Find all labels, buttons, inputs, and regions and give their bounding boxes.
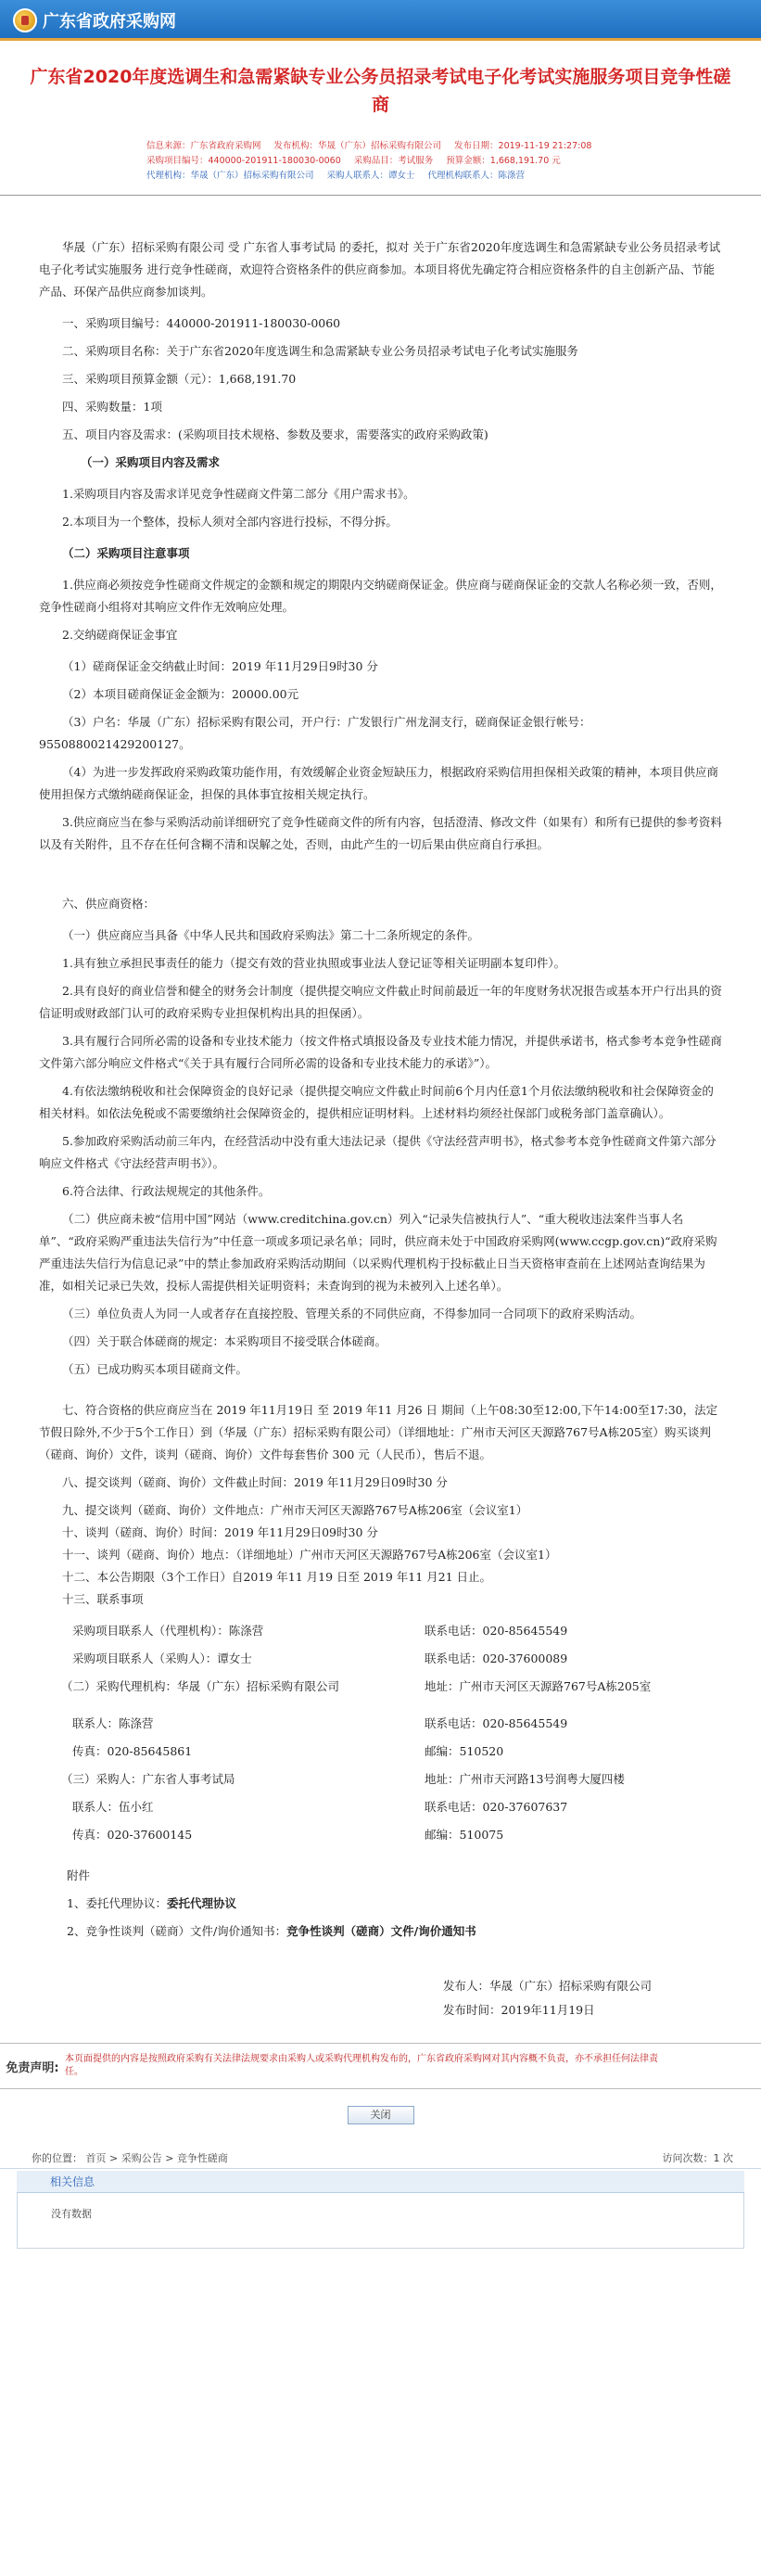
site-name: 广东省政府采购网 — [43, 12, 176, 32]
item-4: 四、采购数量：1项 — [62, 400, 162, 414]
contact-row — [39, 1620, 722, 1642]
attachment-link-2[interactable]: 竞争性谈判（磋商）文件/询价通知书 — [286, 1924, 476, 1938]
agency-name: （二）采购代理机构：华晟（广东）招标采购有限公司 — [61, 1679, 340, 1693]
site-logo[interactable] — [13, 7, 176, 33]
sec6-line-2: 1.具有独立承担民事责任的能力（提交有效的营业执照或事业法人登记证等相关证明副本复印件）。 — [62, 956, 566, 970]
attachment-item-1 — [39, 1893, 722, 1915]
meta-source: 信息来源：广东省政府采购网 — [146, 141, 261, 151]
location-bar — [0, 2147, 761, 2169]
item-11: 十一、谈判（磋商、询价）地点：（详细地址）广州市天河区天源路767号A栋206室（会议室1） — [62, 1548, 557, 1562]
buyer-fax: 传真：020-37600145 — [72, 1828, 193, 1842]
item-3: 三、采购项目预算金额（元）：1,668,191.70 — [62, 372, 297, 386]
meta-project-no: 采购项目编号：440000-201911-180030-0060 — [146, 156, 341, 166]
sec6-line-5: 4.有依法缴纳税收和社会保障资金的良好记录（提供提交响应文件截止时间前6个月内任意1个月依法缴纳税收和社会保障资金的相关材料。如依法免税或不需要缴纳社会保障资金的，提供相应证明材料。上述材料均须经社保部门或税务部门盖章确认）。 — [39, 1084, 714, 1120]
sec2-line-2: 2.交纳磋商保证金事宜 — [62, 628, 178, 642]
contact-row — [39, 1741, 722, 1763]
contact-row — [39, 1824, 722, 1846]
sec6-line-7: 6.符合法律、行政法规规定的其他条件。 — [62, 1184, 271, 1198]
contact-agency-phone: 联系电话：020-85645549 — [425, 1624, 568, 1638]
item-13: 十三、联系事项 — [62, 1592, 144, 1606]
sec2-line-1: 1.供应商必须按竞争性磋商文件规定的金额和规定的期限内交纳磋商保证金。供应商与磋商保证金的交款人名称必须一致，否则，竞争性磋商小组将对其响应文件作无效响应处理。 — [39, 578, 722, 614]
sec2-line-7: 3.供应商应当在参与采购活动前详细研究了竞争性磋商文件的所有内容，包括澄清、修改文件（如果有）和所有已提供的参考资料以及有关附件，且不存在任何含糊不清和误解之处，否则，由此产生的一切后果由供应商自行承担。 — [39, 815, 722, 851]
agency-fax: 传真：020-85645861 — [72, 1744, 193, 1758]
contact-row — [39, 1768, 722, 1791]
sec2-line-3: （1）磋商保证金交纳截止时间：2019 年11月29日9时30 分 — [62, 659, 378, 673]
attachment-prefix: 2、竞争性谈判（磋商）文件/询价通知书： — [67, 1924, 287, 1938]
section-2-title: （二）采购项目注意事项 — [62, 546, 190, 560]
item-1: 一、采购项目编号：440000-201911-180030-0060 — [62, 316, 341, 330]
contact-row — [39, 1713, 722, 1735]
visit-count: 访问次数：1 次 — [662, 2151, 733, 2164]
notice-body — [0, 196, 761, 2022]
contact-row — [39, 1676, 722, 1698]
notice-meta — [146, 139, 761, 184]
meta-category: 采购品目：考试服务 — [353, 156, 434, 166]
item-7: 七、符合资格的供应商应当在 2019 年11月19日 至 2019 年11 月26 日 期间（上午08:30至12:00,下午14:00至17:30，法定节假日除外,不少于5个工作日）到（华晟（广东）招标采购有限公司）（详细地址：广州市天河区天源路767号A栋205室）购买谈判（磋商、询价）文件，谈判（磋商、询价）文件每套售价 300 元（人民币），售后不退。 — [39, 1403, 718, 1461]
agency-address: 地址：广州市天河区天源路767号A栋205室 — [425, 1679, 652, 1693]
sec2-line-6: （4）为进一步发挥政府采购政策功能作用，有效缓解企业资金短缺压力，根据政府采购信用担保相关政策的精神，本项目供应商使用担保方式缴纳磋商保证金，担保的具体事宜按相关规定执行。 — [39, 765, 718, 801]
item-9: 九、提交谈判（磋商、询价）文件地点：广州市天河区天源路767号A栋206室（会议室1） — [62, 1503, 528, 1517]
related-info-header: 相关信息 — [17, 2171, 744, 2193]
related-empty-text: 没有数据 — [51, 2208, 92, 2220]
sec6-line-3: 2.具有良好的商业信誉和健全的财务会计制度（提供提交响应文件截止时间前最近一年的年度财务状况报告或基本开户行出具的资信证明或财政部门认可的政府采购专业担保机构出具的担保函）。 — [39, 984, 722, 1020]
attachment-prefix: 1、委托代理协议： — [67, 1896, 167, 1910]
breadcrumb[interactable]: 你的位置： 首页 > 采购公告 > 竞争性磋商 — [32, 2151, 228, 2164]
contact-row — [39, 1796, 722, 1818]
related-info-body — [17, 2193, 744, 2249]
top-banner — [0, 0, 761, 41]
buyer-zip: 邮编：510075 — [425, 1828, 504, 1842]
sec6-line-1: （一）供应商应当具备《中华人民共和国政府采购法》第二十二条所规定的条件。 — [62, 928, 480, 942]
sec6-line-11: （五）已成功购买本项目磋商文件。 — [62, 1362, 248, 1376]
sec6-line-4: 3.具有履行合同所必需的设备和专业技术能力（按文件格式填报设备及专业技术能力情况，并提供承诺书，格式参考本竞争性磋商文件第六部分响应文件格式“《关于具有履行合同所必需的设备和专业技术能力的承诺》”）。 — [39, 1034, 722, 1070]
sec6-line-9: （三）单位负责人为同一人或者存在直接控股、管理关系的不同供应商，不得参加同一合同项下的政府采购活动。 — [62, 1307, 642, 1320]
meta-publisher: 发布机构：华晟（广东）招标采购有限公司 — [273, 141, 442, 151]
item-5: 五、项目内容及需求：(采购项目技术规格、参数及要求，需要落实的政府采购政策) — [62, 427, 488, 441]
item-12: 十二、本公告期限（3个工作日）自2019 年11 月19 日至 2019 年11 月21 日止。 — [62, 1570, 492, 1584]
emblem-icon — [13, 8, 37, 32]
close-button[interactable]: 关闭 — [348, 2106, 414, 2124]
agency-zip: 邮编：510520 — [425, 1744, 504, 1758]
meta-agency-contact: 代理机构联系人：陈涤营 — [427, 171, 526, 181]
attachments-title: 附件 — [67, 1868, 91, 1882]
publish-date: 发布时间：2019年11月19日 — [443, 2003, 595, 2017]
contact-row — [39, 1648, 722, 1670]
sec1-line-1: 1.采购项目内容及需求详见竞争性磋商文件第二部分《用户需求书》。 — [62, 487, 415, 501]
meta-budget: 预算金额：1,668,191.70 元 — [446, 156, 561, 166]
sec6-line-6: 5.参加政府采购活动前三年内，在经营活动中没有重大违法记录（提供《守法经营声明书》，格式参考本竞争性磋商文件第六部分响应文件格式《守法经营声明书》）。 — [39, 1134, 717, 1170]
buyer-contact-person: 联系人：伍小红 — [72, 1800, 154, 1814]
contact-buyer-phone: 联系电话：020-37600089 — [425, 1651, 568, 1665]
buyer-address: 地址：广州市天河路13号润粤大厦四楼 — [425, 1772, 625, 1786]
contact-agency-person: 采购项目联系人（代理机构）：陈涤营 — [72, 1624, 264, 1638]
page-title: 广东省2020年度选调生和急需紧缺专业公务员招录考试电子化考试实施服务项目竞争性磋商 — [30, 67, 731, 115]
meta-buyer-contact: 采购人联系人：谭女士 — [326, 171, 415, 181]
attachment-item-2 — [39, 1920, 722, 1943]
sec2-line-5: （3）户名：华晟（广东）招标采购有限公司，开户行：广发银行广州龙洞支行，磋商保证金银行帐号：9550880021429200127。 — [39, 715, 591, 751]
item-2: 二、采购项目名称：关于广东省2020年度选调生和急需紧缺专业公务员招录考试电子化考试实施服务 — [62, 344, 578, 358]
section-1-title: （一）采购项目内容及需求 — [81, 455, 221, 469]
sec2-line-4: （2）本项目磋商保证金金额为：20000.00元 — [62, 687, 299, 701]
item-10: 十、谈判（磋商、询价）时间：2019 年11月29日09时30 分 — [62, 1525, 378, 1539]
sec6-line-10: （四）关于联合体磋商的规定：本采购项目不接受联合体磋商。 — [62, 1334, 387, 1348]
sec6-line-8: （二）供应商未被“信用中国”网站（www.creditchina.gov.cn）列入“记录失信被执行人”、“重大税收违法案件当事人名单”、“政府采购严重违法失信行为”中任意一项或多项记录名单；同时，供应商未处于中国政府采购网(www.ccgp.gov.cn)“政府采购严重违法失信行为信息记录”中的禁止参加政府采购活动期间（以采购代理机构于投标截止日当天资格审查前在上述网站查询结果为准，如相关记录已失效，投标人需提供相关证明资料；未查询到的视为未被列入上述名单）。 — [39, 1212, 717, 1293]
disclaimer-label: 免责声明: — [6, 2060, 59, 2075]
buyer-contact-phone: 联系电话：020-37607637 — [425, 1800, 568, 1814]
publisher: 发布人：华晟（广东）招标采购有限公司 — [443, 1979, 653, 1993]
item-8: 八、提交谈判（磋商、询价）文件截止时间：2019 年11月29日09时30 分 — [62, 1475, 448, 1489]
meta-agency: 代理机构：华晟（广东）招标采购有限公司 — [146, 171, 314, 181]
disclaimer-text: 本页面提供的内容是按照政府采购有关法律法规要求由采购人或采购代理机构发布的，广东省政府采购网对其内容概不负责，亦不承担任何法律责任。 — [65, 2054, 658, 2077]
section-6-title: 六、供应商资格： — [62, 897, 156, 911]
meta-date: 发布日期：2019-11-19 21:27:08 — [454, 141, 592, 151]
intro-paragraph: 华晟（广东）招标采购有限公司 受 广东省人事考试局 的委托，拟对 关于广东省2020年度选调生和急需紧缺专业公务员招录考试电子化考试实施服务 进行竞争性磋商，欢迎符合资格条件的供应商参加。本项目将优先确定符合相应资格条件的自主创新产品、节能产品、环保产品供应商参加谈判。 — [39, 240, 721, 299]
agency-contact-person: 联系人：陈涤营 — [72, 1716, 154, 1730]
agency-contact-phone: 联系电话：020-85645549 — [425, 1716, 568, 1730]
attachment-link-1[interactable]: 委托代理协议 — [166, 1896, 236, 1910]
contact-buyer-person: 采购项目联系人（采购人）：谭女士 — [72, 1651, 252, 1665]
sec1-line-2: 2.本项目为一个整体，投标人须对全部内容进行投标，不得分拆。 — [62, 515, 398, 529]
disclaimer — [0, 2043, 761, 2089]
buyer-name: （三）采购人：广东省人事考试局 — [61, 1772, 235, 1786]
